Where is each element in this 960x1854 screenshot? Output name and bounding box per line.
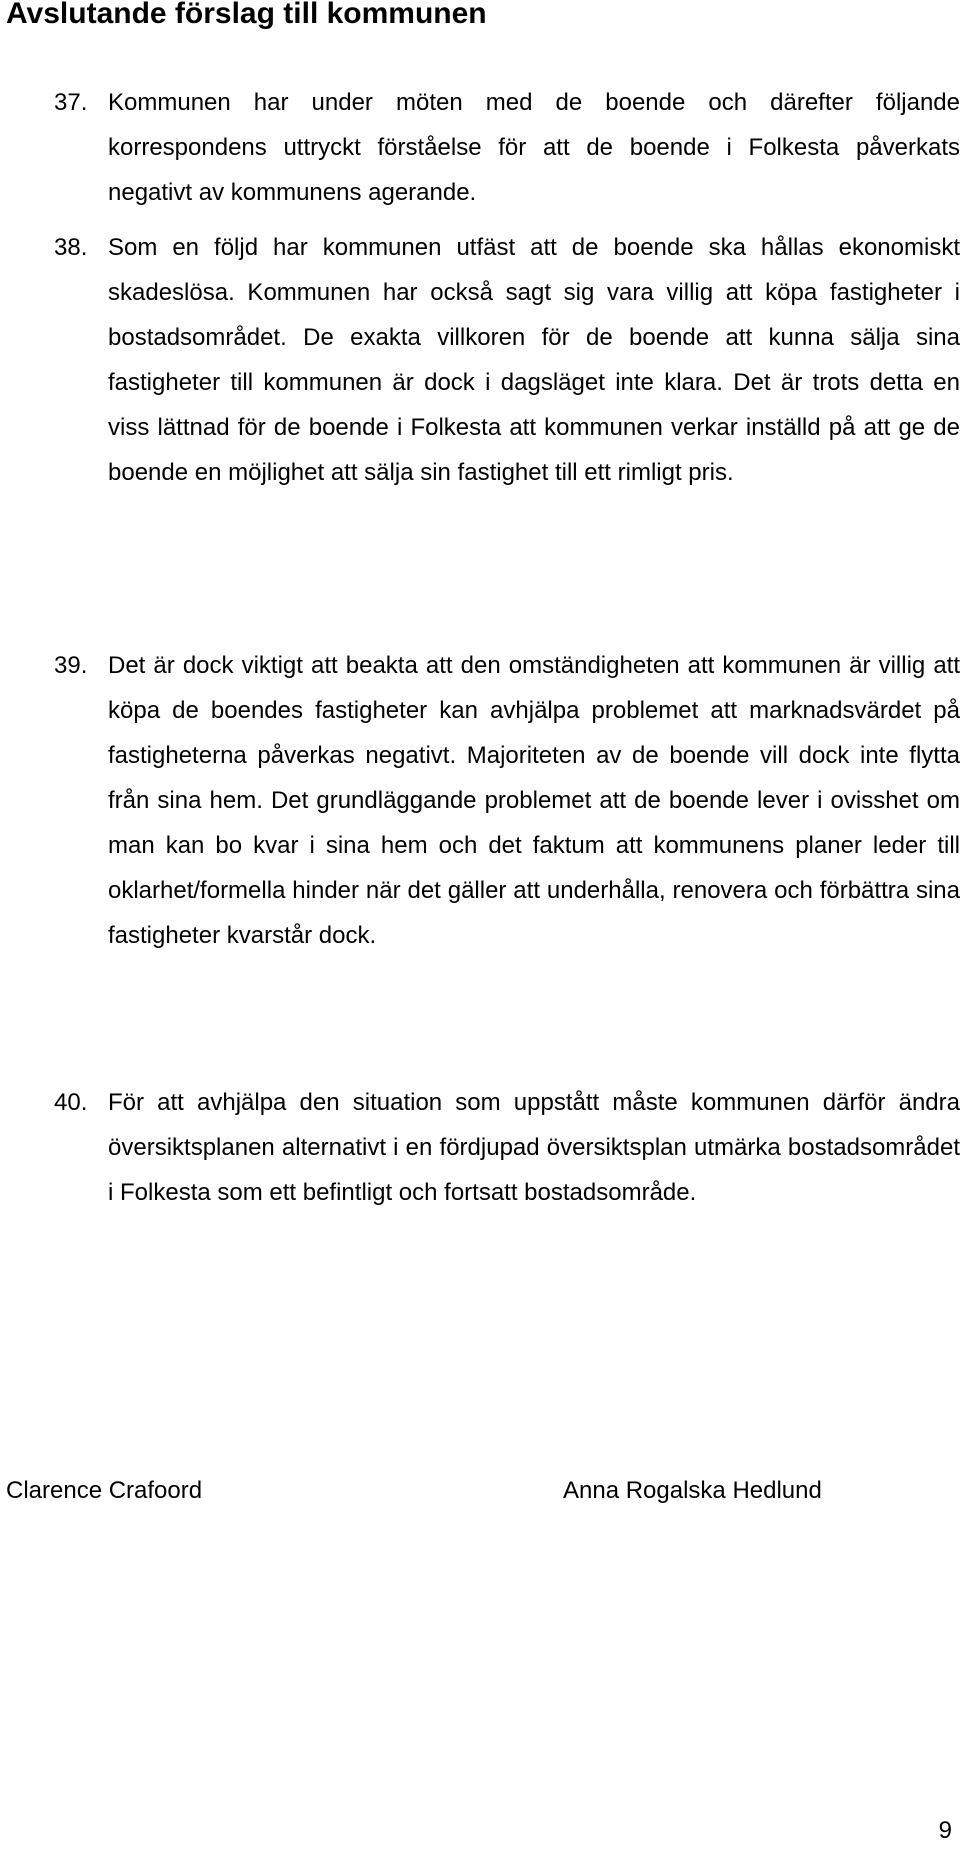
section-heading: Avslutande förslag till kommunen bbox=[6, 0, 487, 30]
paragraph-text: Som en följd har kommunen utfäst att de boende ska hållas ekonomiskt skadeslösa. Kommunen har också sagt sig vara villig att köpa fastigheter i bostadsområdet. De exakta villkoren för de boende att kunna sälja sina fastigheter till kommunen är dock i dagsläget inte klara. Det är trots detta en viss lättnad för de boende i Folkesta att kommunen verkar inställd på att ge de boende en möjlighet att sälja sin fastighet till ett rimligt pris. bbox=[108, 234, 960, 486]
paragraph-text: Kommunen har under möten med de boende och därefter följande korrespondens uttryckt förståelse för att de boende i Folkesta påverkats negativt av kommunens agerande. bbox=[108, 89, 960, 206]
signature-name-left: Clarence Crafoord bbox=[6, 1477, 203, 1504]
paragraph-text: För att avhjälpa den situation som uppstått måste kommunen därför ändra översiktsplanen alternativt i en fördjupad översiktsplan utmärka bostadsområdet i Folkesta som ett befintligt och fortsatt bostadsområde. bbox=[108, 1089, 960, 1206]
signature-name-right: Anna Rogalska Hedlund bbox=[563, 1477, 822, 1504]
page-number: 9 bbox=[938, 1817, 952, 1844]
paragraph-number: 37. bbox=[54, 89, 88, 116]
paragraph-number: 38. bbox=[54, 234, 88, 261]
paragraph-number: 40. bbox=[54, 1089, 88, 1116]
paragraph-text: Det är dock viktigt att beakta att den omständigheten att kommunen är villig att köpa de boendes fastigheter kan avhjälpa problemet att marknadsvärdet på fastigheterna påverkas negativt. Majoriteten av de boende vill dock inte flytta från sina hem. Det grundläggande problemet att de boende lever i ovisshet om man kan bo kvar i sina hem och det faktum att kommunens planer leder till oklarhet/formella hinder när det gäller att underhålla, renovera och förbättra sina fastigheter kvarstår dock. bbox=[108, 652, 960, 949]
paragraph-number: 39. bbox=[54, 652, 88, 679]
